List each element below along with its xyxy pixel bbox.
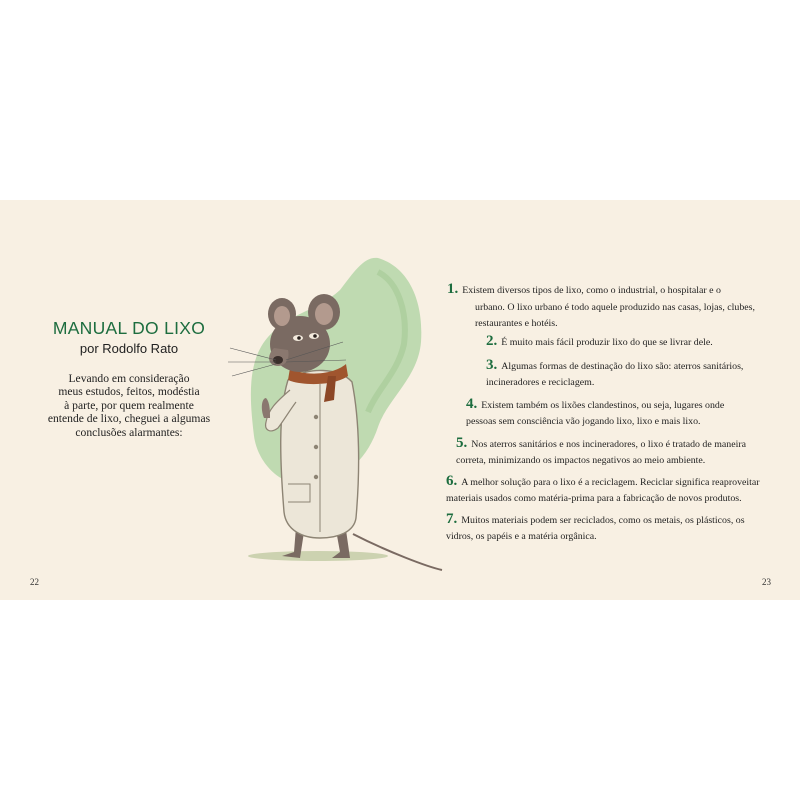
list-item: [466, 397, 724, 429]
item-line: materiais usados como matéria-prima para a fabricação de novos produtos.: [446, 492, 742, 504]
item-line: incineradores e reciclagem.: [486, 376, 595, 388]
page-title: MANUAL DO LIXO: [52, 318, 206, 338]
item-line: urbano. O lixo urbano é todo aquele produzido nas casas, lojas, clubes,: [475, 302, 755, 313]
item-number: 5.: [456, 435, 468, 451]
item-number: 7.: [446, 511, 458, 527]
book-spread: [0, 200, 800, 600]
item-line: restaurantes e hotéis.: [475, 317, 558, 329]
page-number-right: 23: [762, 577, 771, 587]
page-number-left: 22: [30, 577, 39, 587]
item-number: 1.: [447, 281, 459, 297]
author-byline: por Rodolfo Rato: [79, 341, 179, 356]
item-line: Existem diversos tipos de lixo, como o industrial, o hospitalar e o: [462, 285, 721, 296]
item-line: correta, minimizando os impactos negativos ao meio ambiente.: [456, 454, 706, 466]
list-item: [486, 334, 713, 351]
list-item: [486, 358, 743, 390]
item-line: É muito mais fácil produzir lixo do que se livrar dele.: [501, 337, 713, 348]
item-line: Algumas formas de destinação do lixo são: aterros sanitários,: [501, 361, 744, 372]
rat-in-lab-coat-illustration: [228, 252, 443, 577]
item-line: Muitos materiais podem ser reciclados, como os metais, os plásticos, os: [461, 515, 745, 526]
item-number: 4.: [466, 396, 478, 412]
intro-paragraph: [26, 372, 232, 439]
intro-line: conclusões alarmantes:: [75, 425, 183, 439]
item-line: Existem também os lixões clandestinos, ou seja, lugares onde: [481, 400, 725, 411]
list-item: [447, 282, 721, 299]
item-line: Nos aterros sanitários e nos incineradores, o lixo é tratado de maneira: [471, 439, 747, 450]
list-item: [456, 436, 746, 468]
list-item: [446, 474, 760, 506]
list-item-continuation: [475, 300, 755, 331]
intro-line: meus estudos, feitos, modéstia: [58, 385, 200, 399]
item-line: pessoas sem consciência vão jogando lixo, lixo e mais lixo.: [466, 415, 701, 427]
item-number: 6.: [446, 473, 458, 489]
item-line: vidros, os papéis e a matéria orgânica.: [446, 530, 597, 542]
intro-line: entende de lixo, cheguei a algumas: [47, 412, 211, 426]
intro-line: Levando em consideração: [68, 372, 190, 385]
item-number: 2.: [486, 333, 498, 349]
list-item: [446, 512, 745, 544]
intro-line: à parte, por quem realmente: [64, 398, 194, 412]
item-number: 3.: [486, 357, 498, 373]
item-line: A melhor solução para o lixo é a reciclagem. Reciclar significa reaproveitar: [461, 477, 760, 488]
